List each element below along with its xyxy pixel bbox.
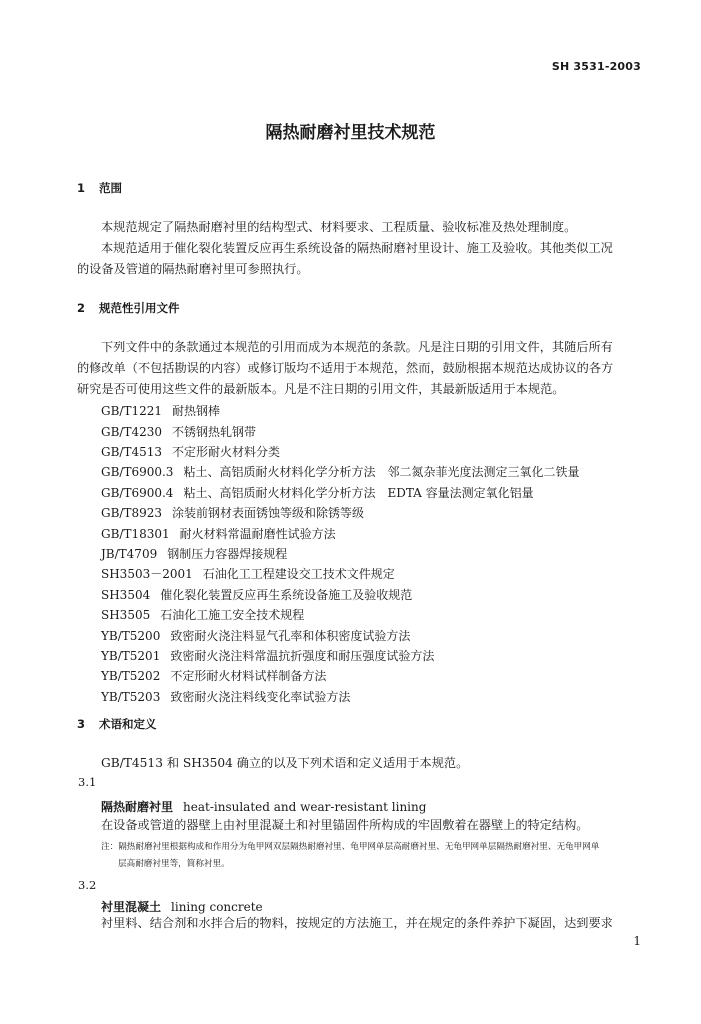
paragraph-line: 下列文件中的条款通过本规范的引用而成为本规范的条款。凡是注日期的引用文件，其随后所有 — [101, 340, 613, 354]
term-definition: 在设备或管道的器壁上由衬里混凝土和衬里锚固件所构成的牢固敷着在器壁上的特定结构。 — [101, 818, 589, 832]
document-title: 隔热耐磨衬里技术规范 — [265, 123, 436, 143]
term-definition: 衬里料、结合剂和水拌合后的物料，按规定的方法施工，并在规定的条件养护下凝固，达到要求 — [101, 916, 613, 930]
term-name-cn: 衬里混凝土 — [101, 900, 162, 914]
reference-item — [101, 688, 350, 705]
reference-item — [101, 565, 395, 582]
reference-item — [101, 402, 220, 419]
reference-code: GB/T8923 — [101, 506, 162, 520]
term-heading — [101, 896, 263, 915]
reference-item — [101, 667, 326, 684]
term-note: 层高耐磨衬里等，简称衬里。 — [118, 859, 230, 869]
reference-title: 催化裂化装置反应再生系统设备施工及验收规范 — [160, 588, 413, 602]
reference-title: 石油化工工程建设交工技术文件规定 — [202, 567, 395, 581]
paragraph-line: 的修改单（不包括勘误的内容）或修订版均不适用于本规范，然而，鼓励根据本规范达成协议的各方 — [77, 361, 614, 375]
reference-title: 粘土、高铝质耐火材料化学分析方法 邻二氮杂菲光度法测定三氧化二铁量 — [183, 465, 580, 479]
reference-code: GB/T6900.3 — [101, 465, 174, 479]
term-name-en: lining concrete — [171, 900, 263, 914]
reference-code: GB/T1221 — [101, 404, 162, 418]
reference-code: SH3505 — [101, 608, 151, 622]
term-number: 3.2 — [78, 878, 97, 892]
section-title: 范围 — [99, 181, 122, 195]
reference-code: YB/T5202 — [101, 669, 161, 683]
reference-title: 石油化工施工安全技术规程 — [160, 608, 305, 622]
reference-item — [101, 423, 256, 440]
reference-title: 不定形耐火材料分类 — [172, 445, 281, 459]
reference-item — [101, 627, 410, 644]
reference-title: 钢制压力容器焊接规程 — [167, 547, 288, 561]
paragraph-line: 研究是否可使用这些文件的最新版本。凡是不注日期的引用文件，其最新版适用于本规范。 — [77, 382, 565, 396]
reference-code: GB/T6900.4 — [101, 486, 174, 500]
section-title: 术语和定义 — [99, 717, 157, 731]
reference-title: 耐火材料常温耐磨性试验方法 — [179, 527, 336, 541]
reference-item — [101, 443, 280, 460]
reference-title: 粘土、高铝质耐火材料化学分析方法 EDTA 容量法测定氧化铝量 — [183, 486, 534, 500]
reference-title: 耐热钢棒 — [172, 404, 221, 418]
reference-code: JB/T4709 — [101, 547, 158, 561]
reference-title: 致密耐火浇注料显气孔率和体积密度试验方法 — [170, 629, 411, 643]
term-heading — [101, 796, 426, 815]
reference-code: GB/T4230 — [101, 425, 162, 439]
reference-item — [101, 525, 336, 542]
reference-title: 致密耐火浇注料常温抗折强度和耐压强度试验方法 — [170, 649, 435, 663]
reference-item — [101, 647, 434, 664]
reference-code: GB/T4513 — [101, 445, 162, 459]
section-number: 1 — [77, 181, 86, 195]
reference-title: 致密耐火浇注料线变化率试验方法 — [170, 690, 351, 704]
section-2-heading — [77, 300, 180, 316]
paragraph-line: 的设备及管道的隔热耐磨衬里可参照执行。 — [77, 262, 309, 276]
section-3-heading — [77, 716, 157, 732]
page-number: 1 — [633, 934, 641, 948]
reference-item — [101, 606, 304, 623]
term-name-en: heat-insulated and wear-resistant lining — [183, 800, 427, 814]
paragraph-line: 本规范规定了隔热耐磨衬里的结构型式、材料要求、工程质量、验收标准及热处理制度。 — [101, 220, 577, 234]
term-name-cn: 隔热耐磨衬里 — [101, 800, 174, 814]
reference-code: SH3504 — [101, 588, 151, 602]
standard-number: SH 3531-2003 — [551, 60, 641, 73]
reference-title: 涂装前钢材表面锈蚀等级和除锈等级 — [172, 506, 365, 520]
section-1-heading — [77, 180, 122, 196]
term-number: 3.1 — [78, 775, 97, 789]
reference-code: YB/T5201 — [101, 649, 161, 663]
section-number: 2 — [77, 301, 86, 315]
term-note: 注：隔热耐磨衬里根据构成和作用分为龟甲网双层隔热耐磨衬里、龟甲网单层高耐磨衬里、无龟甲网单层隔热耐磨衬里、无龟甲网单 — [101, 842, 600, 852]
paragraph-line: 本规范适用于催化裂化装置反应再生系统设备的隔热耐磨衬里设计、施工及验收。其他类似工况 — [101, 241, 613, 255]
paragraph-line: GB/T4513 和 SH3504 确立的以及下列术语和定义适用于本规范。 — [101, 756, 469, 770]
reference-item — [101, 586, 412, 603]
section-number: 3 — [77, 717, 86, 731]
reference-item — [101, 545, 287, 562]
reference-code: YB/T5203 — [101, 690, 161, 704]
reference-item — [101, 504, 364, 521]
reference-code: YB/T5200 — [101, 629, 161, 643]
section-title: 规范性引用文件 — [99, 301, 180, 315]
reference-title: 不定形耐火材料试样制备方法 — [170, 669, 327, 683]
reference-title: 不锈钢热轧钢带 — [172, 425, 257, 439]
reference-item — [101, 463, 579, 480]
reference-item — [101, 484, 534, 501]
reference-code: SH3503－2001 — [101, 567, 193, 581]
reference-code: GB/T18301 — [101, 527, 170, 541]
